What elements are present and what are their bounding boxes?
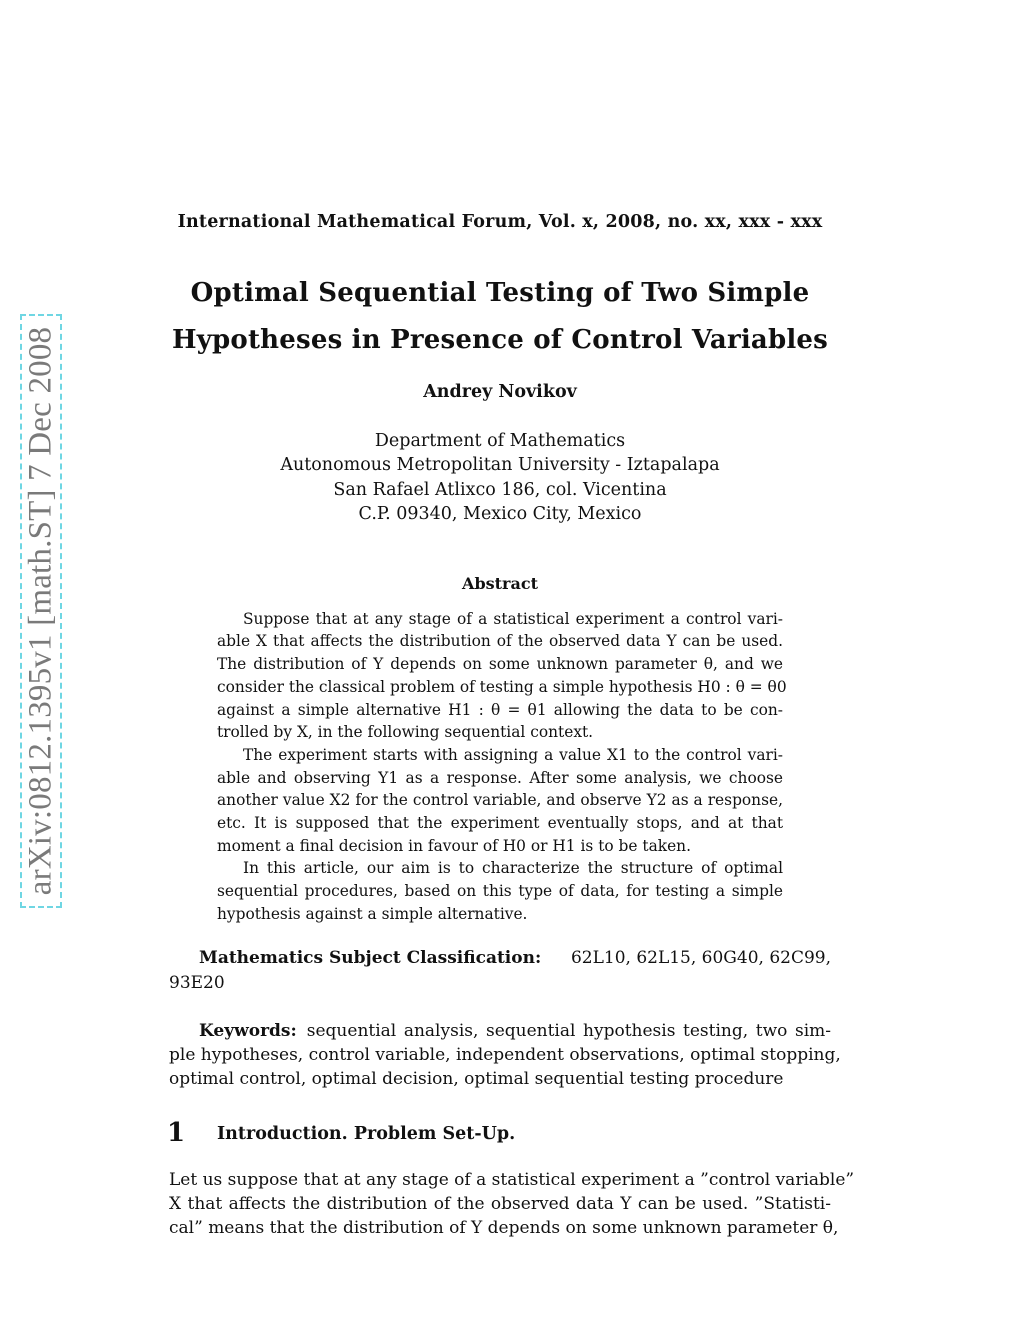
section-number: 1 — [167, 1118, 186, 1148]
keywords-text: sequential analysis, sequential hypothesis testing, two sim- — [306, 1021, 831, 1041]
abstract-line: trolled by X, in the following sequential context. — [217, 723, 594, 741]
section-title: Introduction. Problem Set-Up. — [217, 1124, 516, 1144]
abstract-line: The distribution of Y depends on some unknown parameter θ, and we — [217, 655, 783, 673]
keywords-line-2: ple hypotheses, control variable, independent observations, optimal stopping, — [169, 1045, 841, 1065]
abstract-line: etc. It is supposed that the experiment eventually stops, and at that — [217, 814, 783, 832]
arxiv-identifier: arXiv:0812.1395v1 [math.ST] 7 Dec 2008 — [22, 326, 59, 896]
intro-line: Let us suppose that at any stage of a statistical experiment a ”control variable” — [169, 1170, 855, 1190]
keywords-label: Keywords: — [199, 1021, 297, 1041]
abstract-line: able and observing Y1 as a response. After some analysis, we choose — [217, 769, 783, 787]
affiliation-line: San Rafael Atlixco 186, col. Vicentina — [333, 480, 667, 500]
intro-line: X that affects the distribution of the observed data Y can be used. ”Statisti- — [169, 1194, 831, 1214]
journal-header: International Mathematical Forum, Vol. x, 2008, no. xx, xxx - xxx — [177, 212, 823, 232]
msc-line-1 — [199, 948, 831, 968]
paper-title-line-1: Optimal Sequential Testing of Two Simple — [190, 278, 810, 308]
keywords-line-3: optimal control, optimal decision, optimal sequential testing procedure — [169, 1069, 784, 1089]
keywords-line-1 — [199, 1021, 831, 1041]
abstract-line: sequential procedures, based on this type of data, for testing a simple — [217, 882, 783, 900]
abstract-line: moment a final decision in favour of H0 or H1 is to be taken. — [217, 837, 691, 855]
abstract-line: In this article, our aim is to characterize the structure of optimal — [243, 859, 783, 877]
abstract-line: Suppose that at any stage of a statistical experiment a control vari- — [243, 610, 783, 628]
intro-line: cal” means that the distribution of Y depends on some unknown parameter θ, — [169, 1218, 839, 1238]
paper-title-line-2: Hypotheses in Presence of Control Variables — [171, 325, 829, 355]
affiliation-line: Autonomous Metropolitan University - Iztapalapa — [280, 455, 720, 475]
abstract-line: another value X2 for the control variable, and observe Y2 as a response, — [217, 791, 783, 809]
msc-line-2: 93E20 — [169, 973, 225, 993]
abstract-line: hypothesis against a simple alternative. — [217, 905, 528, 923]
abstract-heading: Abstract — [462, 574, 538, 593]
msc-label: Mathematics Subject Classification: — [199, 948, 542, 968]
abstract-line: consider the classical problem of testing a simple hypothesis H0 : θ = θ0 — [217, 678, 787, 696]
affiliation-line: C.P. 09340, Mexico City, Mexico — [358, 504, 642, 524]
abstract-line: The experiment starts with assigning a value X1 to the control vari- — [243, 746, 783, 764]
author-name: Andrey Novikov — [423, 382, 577, 402]
abstract-line: able X that affects the distribution of the observed data Y can be used. — [217, 632, 783, 650]
affiliation-line: Department of Mathematics — [374, 431, 626, 451]
msc-codes: 62L10, 62L15, 60G40, 62C99, — [570, 948, 831, 968]
arxiv-stamp — [20, 314, 62, 908]
abstract-line: against a simple alternative H1 : θ = θ1 allowing the data to be con- — [217, 701, 783, 719]
